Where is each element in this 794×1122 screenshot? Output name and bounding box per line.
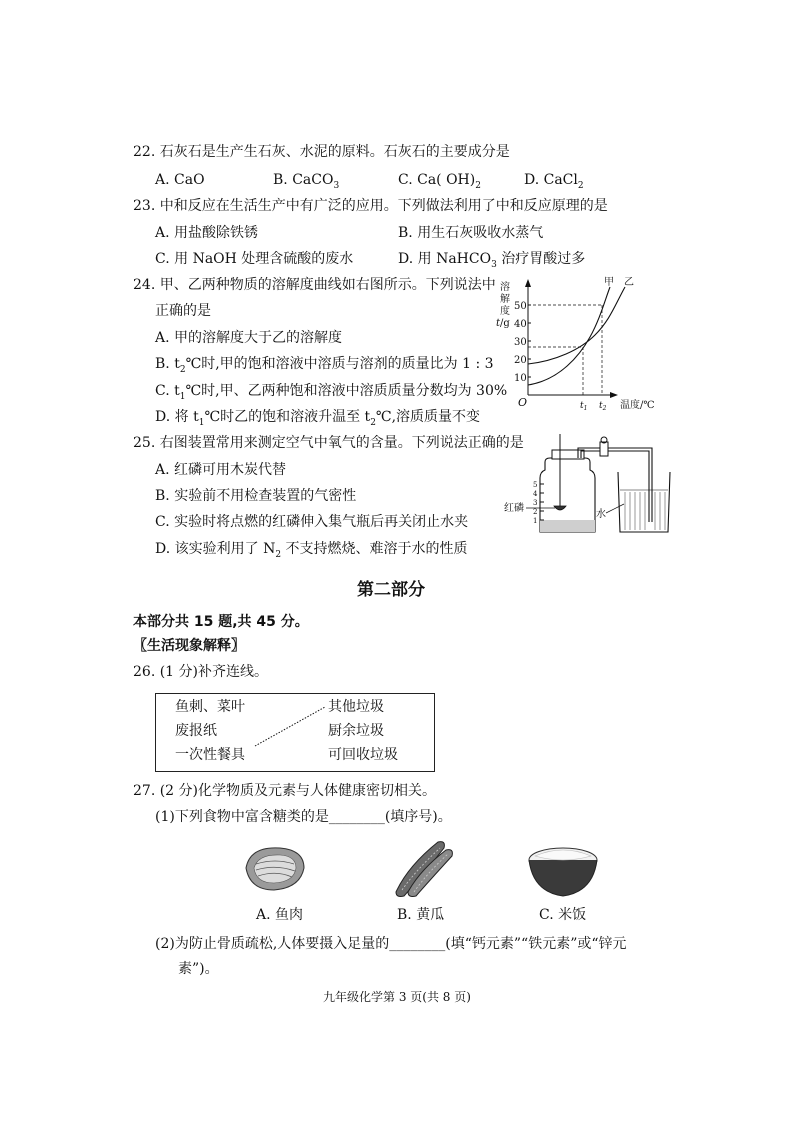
food-label-c: C. 米饭 xyxy=(539,907,587,923)
beaker-water xyxy=(625,492,665,530)
q25-option-c: C. 实验时将点燃的红磷伸入集气瓶后再关闭止水夹 xyxy=(155,514,469,530)
q27-stem: 27. (2 分)化学物质及元素与人体健康密切相关。 xyxy=(133,783,436,799)
x-axis-arrow xyxy=(610,392,618,398)
combustion-spoon xyxy=(554,506,566,510)
y-axis-label-char-2: 解 xyxy=(500,294,510,305)
scale-2: 2 xyxy=(533,508,538,516)
match-left-2: 废报纸 xyxy=(175,723,217,739)
section-heading: 〖生活现象解释〗 xyxy=(133,638,245,654)
q22-option-a: A. CaO xyxy=(155,172,205,188)
q24-option-d: D. 将 $t_1℃$时乙的饱和溶液升温至 $t_2℃$,溶质质量不变 xyxy=(155,409,481,428)
clamp xyxy=(600,442,608,456)
beaker xyxy=(618,472,670,532)
q25-option-b: B. 实验前不用检查装置的气密性 xyxy=(155,488,357,504)
q24-option-a: A. 甲的溶解度大于乙的溶解度 xyxy=(155,330,343,346)
oxygen-apparatus-diagram xyxy=(500,432,675,544)
q23-option-a: A. 用盐酸除铁锈 xyxy=(155,225,259,241)
q24-stem-line1: 24. 甲、乙两种物质的溶解度曲线如右图所示。下列说法中 xyxy=(133,277,496,293)
food-label-a: A. 鱼肉 xyxy=(256,907,304,923)
q25-option-d: D. 该实验利用了 $N_2$ 不支持燃烧、难溶于水的性质 xyxy=(155,541,468,560)
q27-part2-line2: 素”)。 xyxy=(178,961,219,977)
y-axis-label-t: t xyxy=(496,318,501,329)
y-axis-arrow xyxy=(525,279,531,287)
origin-label: O xyxy=(518,396,528,409)
y-tick-label-10: 10 xyxy=(514,373,527,384)
y-tick-label-20: 20 xyxy=(514,355,527,366)
match-right-3: 可回收垃圾 xyxy=(328,747,398,763)
part2-intro: 本部分共 15 题,共 45 分。 xyxy=(133,614,309,630)
q26-stem: 26. (1 分)补齐连线。 xyxy=(133,664,268,680)
stopper xyxy=(552,450,584,459)
scale-1: 1 xyxy=(533,517,538,525)
series-yi-label: 乙 xyxy=(624,277,634,288)
fish-image xyxy=(240,838,310,898)
x-tick-t1: $t_1$ xyxy=(580,401,588,412)
match-left-3: 一次性餐具 xyxy=(175,747,245,763)
page-footer: 九年级化学第 3 页(共 8 页) xyxy=(323,990,471,1004)
y-tick-label-40: 40 xyxy=(514,319,527,330)
solubility-chart xyxy=(490,275,670,415)
food-label-b: B. 黄瓜 xyxy=(397,907,445,923)
q23-stem: 23. 中和反应在生活生产中有广泛的应用。下列做法利用了中和反应原理的是 xyxy=(133,198,608,214)
q25-stem: 25. 右图装置常用来测定空气中氧气的含量。下列说法正确的是 xyxy=(133,435,524,451)
q22-option-b: B. CaCO$_3$ xyxy=(273,172,340,191)
match-right-2: 厨余垃圾 xyxy=(328,723,384,739)
series-yi-curve xyxy=(528,287,625,364)
q25-option-a: A. 红磷可用木炭代替 xyxy=(155,462,287,478)
y-tick-label-50: 50 xyxy=(514,301,527,312)
bottle-scale xyxy=(540,484,544,520)
red-phosphorus-label: 红磷 xyxy=(504,503,524,514)
y-axis-label-char-1: 溶 xyxy=(500,282,510,293)
q22-option-c: C. Ca( $OH)_2$ xyxy=(398,172,481,191)
q23-option-d: D. 用 NaHCO$_3$ 治疗胃酸过多 xyxy=(398,251,586,270)
q24-option-b: B. $t_2℃$时,甲的饱和溶液中溶质与溶剂的质量比为 1 : 3 xyxy=(155,356,494,375)
q22-stem: 22. 石灰石是生产生石灰、水泥的原料。石灰石的主要成分是 xyxy=(133,144,510,160)
bottle-water xyxy=(540,520,595,532)
scale-4: 4 xyxy=(533,490,538,498)
x-tick-t2: $t_2$ xyxy=(599,401,607,412)
series-jia-curve xyxy=(528,287,610,385)
rice-bowl-image xyxy=(525,842,601,900)
q23-option-b: B. 用生石灰吸收水蒸气 xyxy=(398,225,544,241)
q24-stem-line2: 正确的是 xyxy=(155,303,211,319)
y-tick-label-30: 30 xyxy=(514,337,527,348)
x-axis-label: 温度/℃ xyxy=(620,400,655,411)
q23-option-c: C. 用 NaOH 处理含硫酸的废水 xyxy=(155,251,354,267)
scale-5: 5 xyxy=(533,481,538,489)
match-left-1: 鱼刺、菜叶 xyxy=(175,699,245,715)
match-dotted-line xyxy=(250,700,330,750)
match-right-1: 其他垃圾 xyxy=(328,699,384,715)
series-jia-label: 甲 xyxy=(604,277,614,288)
y-axis-unit: /g xyxy=(500,318,510,329)
q27-part1: (1)下列食物中富含糖类的是________(填序号)。 xyxy=(155,809,452,825)
water-label: 水 xyxy=(596,509,606,520)
cucumber-image xyxy=(388,836,458,898)
q27-part2-line1: (2)为防止骨质疏松,人体要摄入足量的________(填“钙元素”“铁元素”或“锌元 xyxy=(155,936,627,952)
part2-title: 第二部分 xyxy=(357,580,425,600)
q22-option-d: D. CaCl$_2$ xyxy=(524,172,584,191)
y-axis-label-char-3: 度 xyxy=(500,306,510,317)
q24-option-c: C. $t_1℃$时,甲、乙两种饱和溶液中溶质质量分数均为 30% xyxy=(155,383,508,402)
scale-3: 3 xyxy=(533,499,538,507)
